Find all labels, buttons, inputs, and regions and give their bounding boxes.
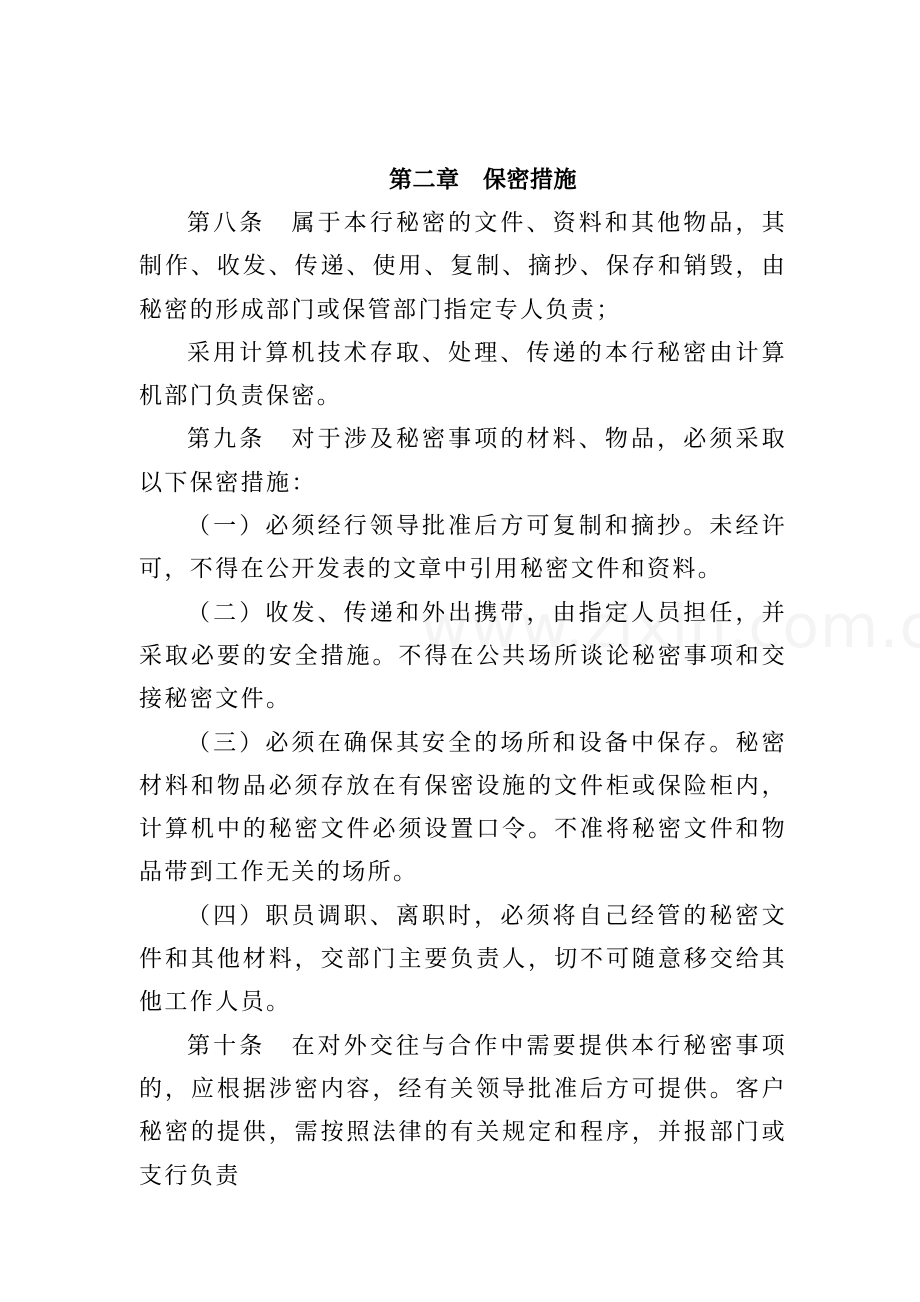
article-8-computer-paragraph: 采用计算机技术存取、处理、传递的本行秘密由计算机部门负责保密。 bbox=[139, 339, 787, 410]
article-8-paragraph: 第八条 属于本行秘密的文件、资料和其他物品，其制作、收发、传递、使用、复制、摘抄、保存和销毁，由秘密的形成部门或保管部门指定专人负责； bbox=[139, 210, 787, 323]
document-body bbox=[139, 158, 787, 1198]
chapter-title: 第二章 保密措施 bbox=[389, 167, 577, 193]
article-9-item-2: （二）收发、传递和外出携带，由指定人员担任，并采取必要的安全措施。不得在公共场所谈论秘密事项和交接秘密文件。 bbox=[139, 599, 787, 713]
article-9-item-4: （四）职员调职、离职时，必须将自己经管的秘密文件和其他材料，交部门主要负责人，切不可随意移交给其他工作人员。 bbox=[139, 902, 787, 1016]
article-10-paragraph: 第十条 在对外交往与合作中需要提供本行秘密事项的，应根据涉密内容，经有关领导批准后方可提供。客户秘密的提供，需按照法律的有关规定和程序，并报部门或支行负责 bbox=[139, 1032, 787, 1189]
article-9-item-1: （一）必须经行领导批准后方可复制和摘抄。未经许可，不得在公开发表的文章中引用秘密文件和资料。 bbox=[139, 513, 787, 583]
article-9-paragraph: 第九条 对于涉及秘密事项的材料、物品，必须采取以下保密措施： bbox=[139, 426, 787, 496]
article-9-item-3: （三）必须在确保其安全的场所和设备中保存。秘密材料和物品必须存放在有保密设施的文件柜或保险柜内，计算机中的秘密文件必须设置口令。不准将秘密文件和物品带到工作无关的场所。 bbox=[139, 729, 787, 886]
